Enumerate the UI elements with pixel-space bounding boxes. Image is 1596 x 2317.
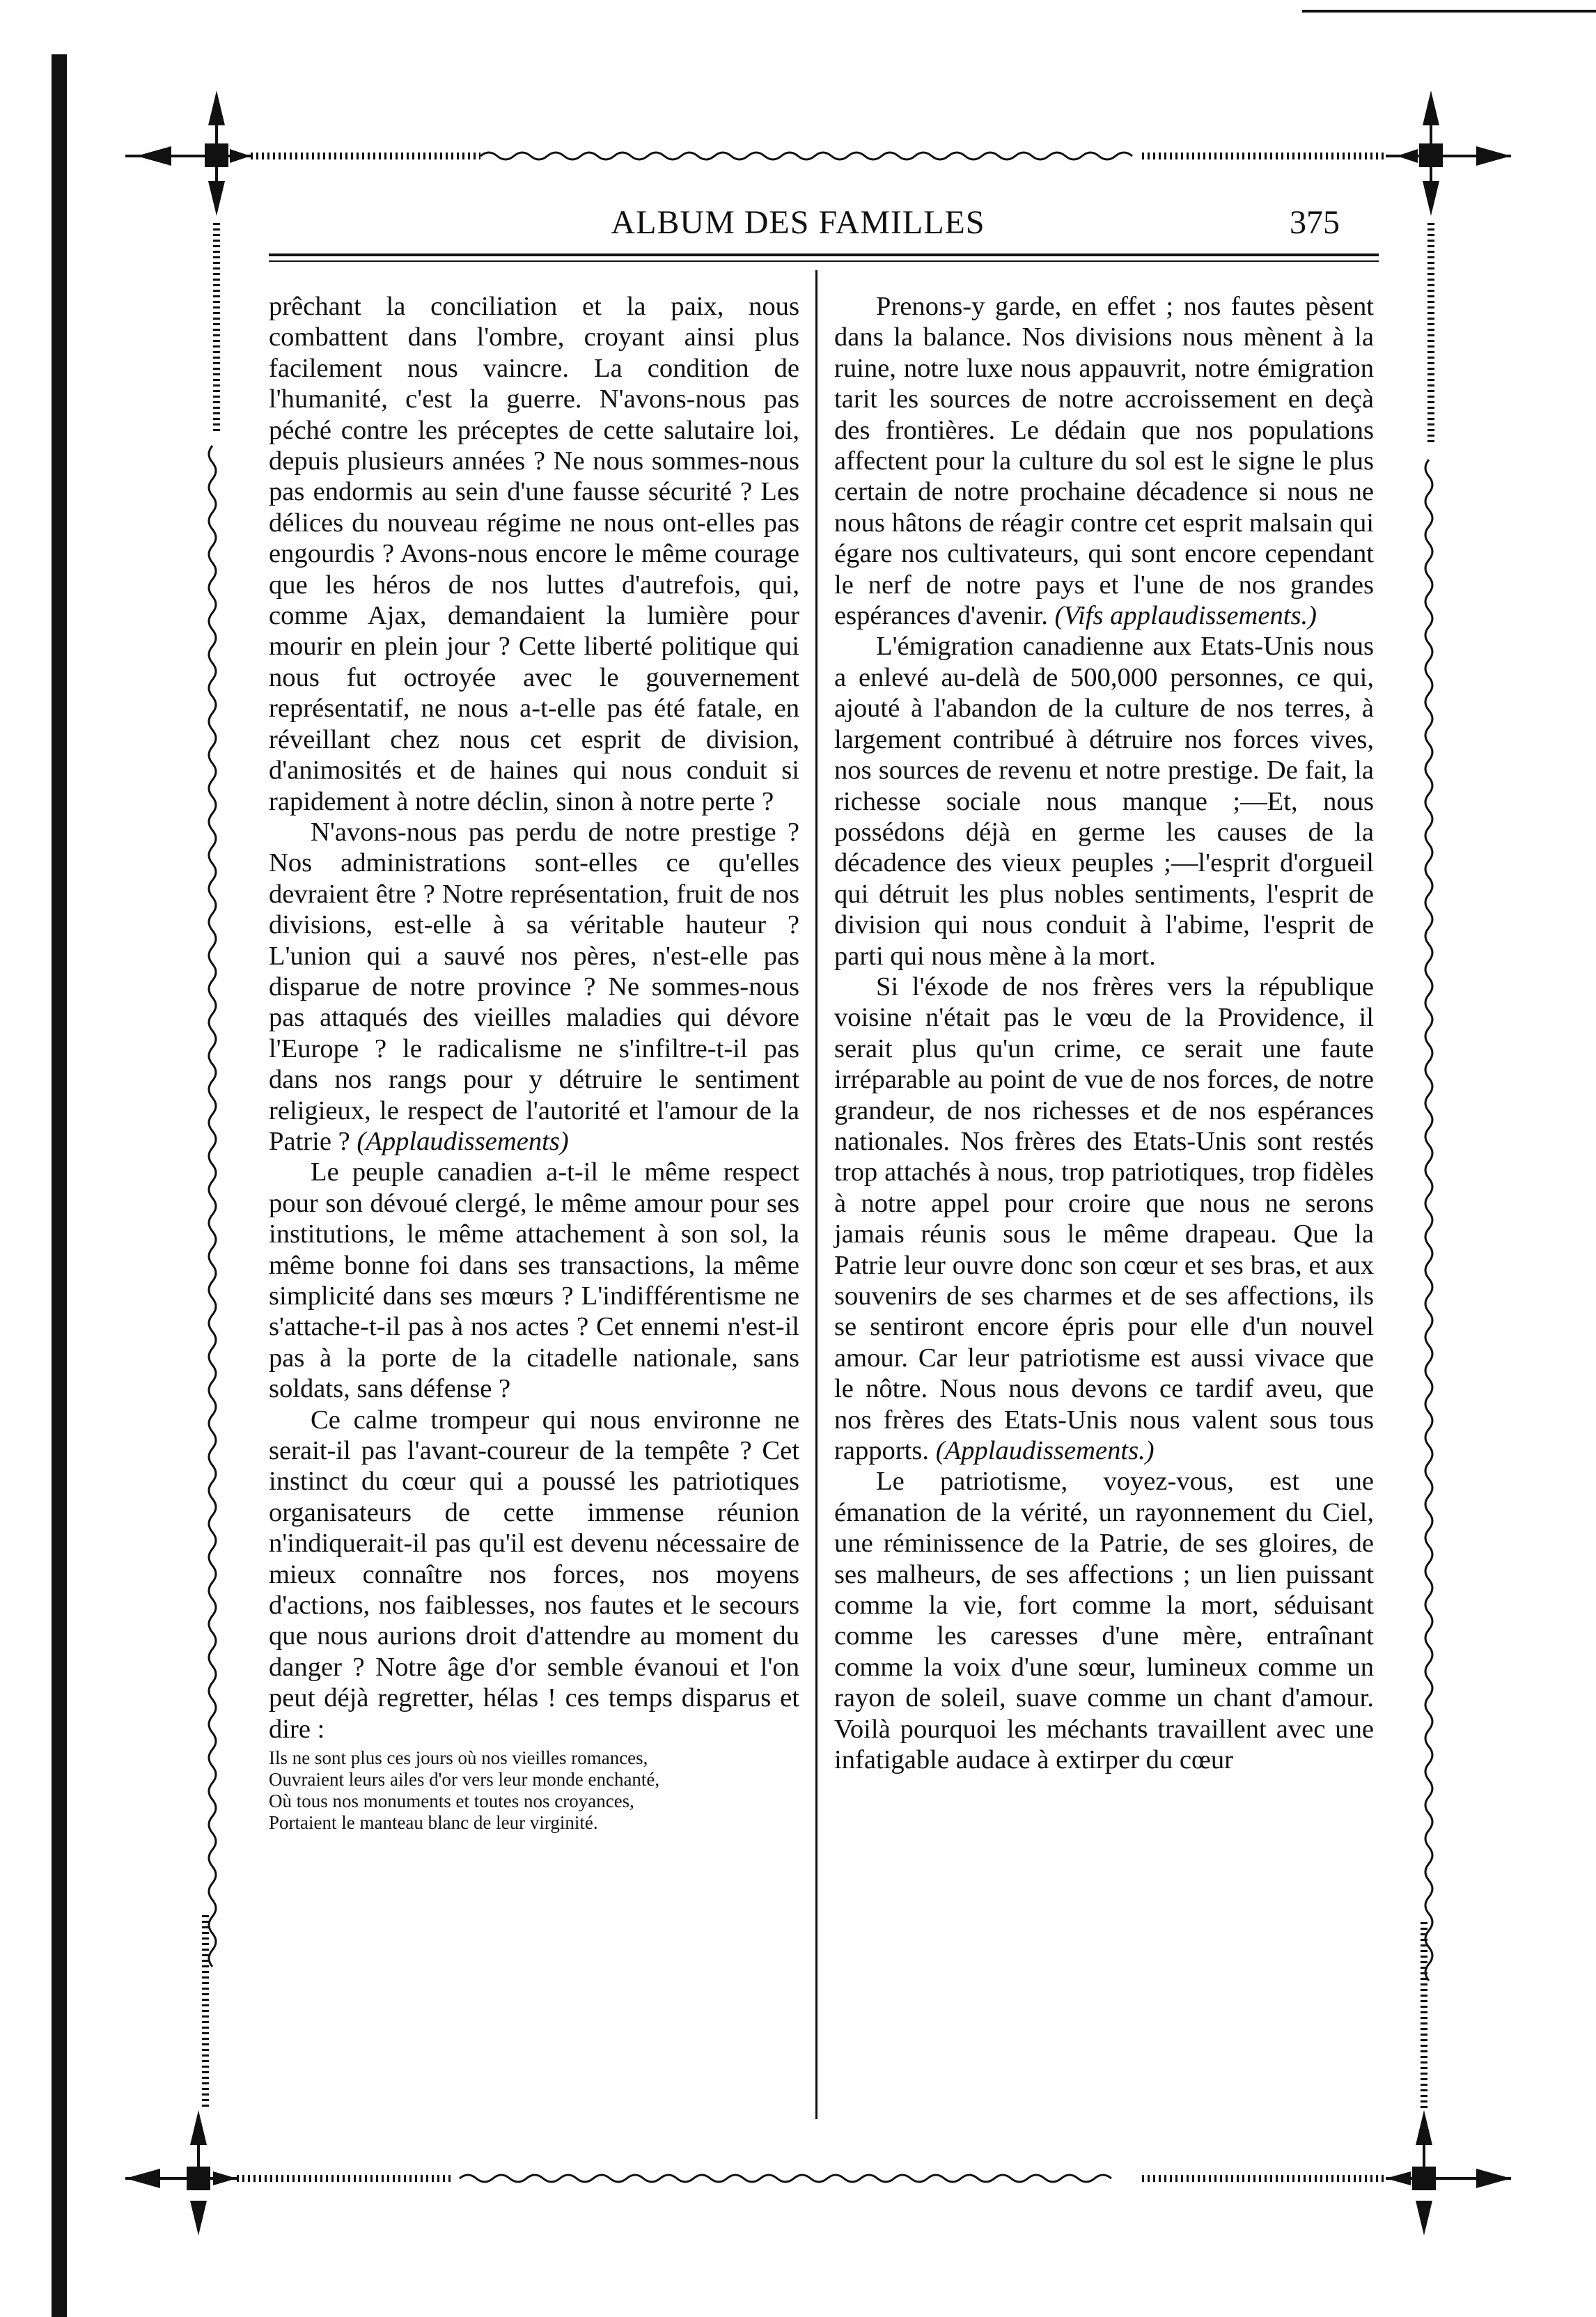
header-rule-bottom <box>269 260 1379 262</box>
paragraph-text: Ce calme trompeur qui nous environne ne serait-il pas l'avant-coureur de la tempête ? Cet instinct du cœur qui a poussé les patriotiques organisateurs de cette immense réunion n'indiquerait-il pas qu'il est devenu nécessaire de mieux connaître nos forces, nos moyens d'actions, nos faiblesses, nos fautes et le secours que nous aurions droit d'attendre au moment du danger ? Notre âge d'or semble évanoui et l'on peut déjà regretter, hélas ! ces temps disparus et dire : <box>269 1405 799 1744</box>
bottom-border-ornament <box>125 2175 1511 2182</box>
paragraph-text: Le peuple canadien a-t-il le même respect pour son dévoué clergé, le même amour pour ses institutions, le même attachement à son sol, la même bonne foi dans ses transactions, la même simplicité dans ses mœurs ? L'indifférentisme ne s'attache-t-il pas à nos actes ? Cet ennemi n'est-il pas à la porte de la citadelle nationale, sans soldats, sans défense ? <box>269 1157 799 1404</box>
paragraph <box>834 631 1374 971</box>
column-divider <box>815 270 817 2119</box>
paragraph-text: L'émigration canadienne aux Etats-Unis nous a enlevé au-delà de 500,000 personnes, ce qui, ajouté à l'abandon de la culture de nos terres, à largement contribué à détruire nos forces vives, nos sources de revenu et notre prestige. De fait, la richesse sociale nous manque ;—Et, nous possédons déjà en germe les causes de la décadence des vieux peuples ;—l'esprit d'orgueil qui détruit les plus nobles sentiments, l'esprit de division qui nous conduit à l'abime, l'esprit de parti qui nous mène à la mort. <box>834 632 1374 971</box>
top-border-ornament <box>125 153 1511 159</box>
paragraph-text: Si l'éxode de nos frères vers la république voisine n'était pas le vœu de la Providence, il serait plus qu'un crime, ce serait une faute irréparable au point de vue de nos forces, de notre grandeur, de nos richesses et de nos espérances nationales. Nos frères des Etats-Unis sont restés trop attachés à nous, trop patriotiques, trop fidèles à notre appel pour croire que nous ne serons jamais réunis sous le même drapeau. Que la Patrie leur ouvre donc son cœur et ses bras, et aux souvenirs de ses charmes et de ses affections, ils se sentiront encore épris pour elle d'un nouvel amour. Car leur patriotisme est aussi vivace que le nôtre. Nous nous devons ce tardif aveu, que nos frères des Etats-Unis nous valent sous tous rapports. <box>834 972 1374 1466</box>
right-side-ornament <box>1424 223 1432 2110</box>
corner-ornament-bottom-left <box>125 2110 237 2236</box>
paragraph-text: Le patriotisme, voyez-vous, est une émanation de la vérité, un rayonnement du Ciel, une réminissence de la Patrie, de ses gloires, de ses malheurs, de ses affections ; un lien puissant comme la vie, fort comme la mort, séduisant comme les caresses d'une mère, entraînant comme la voix d'une sœur, lumineux comme un rayon de soleil, suave comme un chant d'amour. Voilà pourquoi les méchants travaillent avec une infatigable audace à extirper du cœur <box>834 1467 1374 1775</box>
stage-direction: (Applaudissements) <box>357 1126 569 1156</box>
right-column <box>834 291 1374 1776</box>
poem-line: Portaient le manteau blanc de leur virginité. <box>269 1812 598 1834</box>
left-column <box>269 291 799 1834</box>
running-header-title: ALBUM DES FAMILLES <box>611 204 985 241</box>
paragraph-text: N'avons-nous pas perdu de notre prestige ? Nos administrations sont-elles ce qu'elles devraient être ? Notre représentation, fruit de nos divisions, est-elle à sa véritable hauteur ? L'union qui a sauvé nos pères, n'est-elle pas disparue de notre province ? Ne sommes-nous pas attaqués des vieilles maladies qui dévore l'Europe ? le radicalisme ne s'infiltre-t-il pas dans nos rangs pour y détruire le sentiment religieux, le respect de l'autorité et l'amour de la Patrie ? <box>269 817 799 1156</box>
corner-ornament-bottom-right <box>1386 2110 1511 2236</box>
poem-quote <box>269 1747 799 1834</box>
poem-line: Où tous nos monuments et toutes nos croyances, <box>269 1791 634 1812</box>
header-rule-top <box>269 253 1379 256</box>
paragraph <box>269 291 799 817</box>
poem-line: Ils ne sont plus ces jours où nos vieilles romances, <box>269 1747 648 1769</box>
stage-direction: (Applaudissements.) <box>935 1436 1155 1466</box>
paragraph <box>269 817 799 1157</box>
corner-ornament-top-right <box>1397 91 1511 216</box>
paragraph <box>269 1405 799 1745</box>
corner-ornament-top-left <box>136 91 251 216</box>
page-number: 375 <box>1290 204 1340 241</box>
paragraph <box>269 1157 799 1404</box>
paragraph <box>834 291 1374 631</box>
paragraph-text: prêchant la conciliation et la paix, nous combattent dans l'ombre, croyant ainsi plus facilement nous vaincre. La condition de l'humanité, c'est la guerre. N'avons-nous pas péché contre les préceptes de cette salutaire loi, depuis plusieurs années ? Ne nous sommes-nous pas endormis au sein d'une fausse sécurité ? Les délices du nouveau régime ne nous ont-elles pas engourdis ? Avons-nous encore le même courage que les héros de nos luttes d'autrefois, qui, comme Ajax, demandaient la lumière pour mourir en plein jour ? Cette liberté politique qui nous fut octroyée avec le gouvernement représentatif, ne nous a-t-elle pas été fatale, en réveillant chez nous cet esprit de division, d'animosités et de haines qui nous conduit si rapidement à notre déclin, sinon à notre perte ? <box>269 292 799 816</box>
stage-direction: (Vifs applaudissements.) <box>1054 601 1317 631</box>
paragraph-text: Prenons-y garde, en effet ; nos fautes pèsent dans la balance. Nos divisions nous mènent à la ruine, notre luxe nous appauvrit, notre émigration tarit les sources de notre accroissement en deçà des frontières. Le dédain que nos populations affectent pour la culture du sol est le signe le plus certain de notre prochaine décadence si nous ne nous hâtons de réagir contre cet esprit malsain qui égare nos cultivateurs, qui sont encore cependant le nerf de notre pays et l'une de nos grandes espérances d'avenir. <box>834 292 1374 631</box>
paragraph <box>834 972 1374 1467</box>
paragraph <box>834 1466 1374 1775</box>
poem-line: Ouvraient leurs ailes d'or vers leur monde enchanté, <box>269 1769 660 1791</box>
left-side-ornament <box>205 223 217 2110</box>
